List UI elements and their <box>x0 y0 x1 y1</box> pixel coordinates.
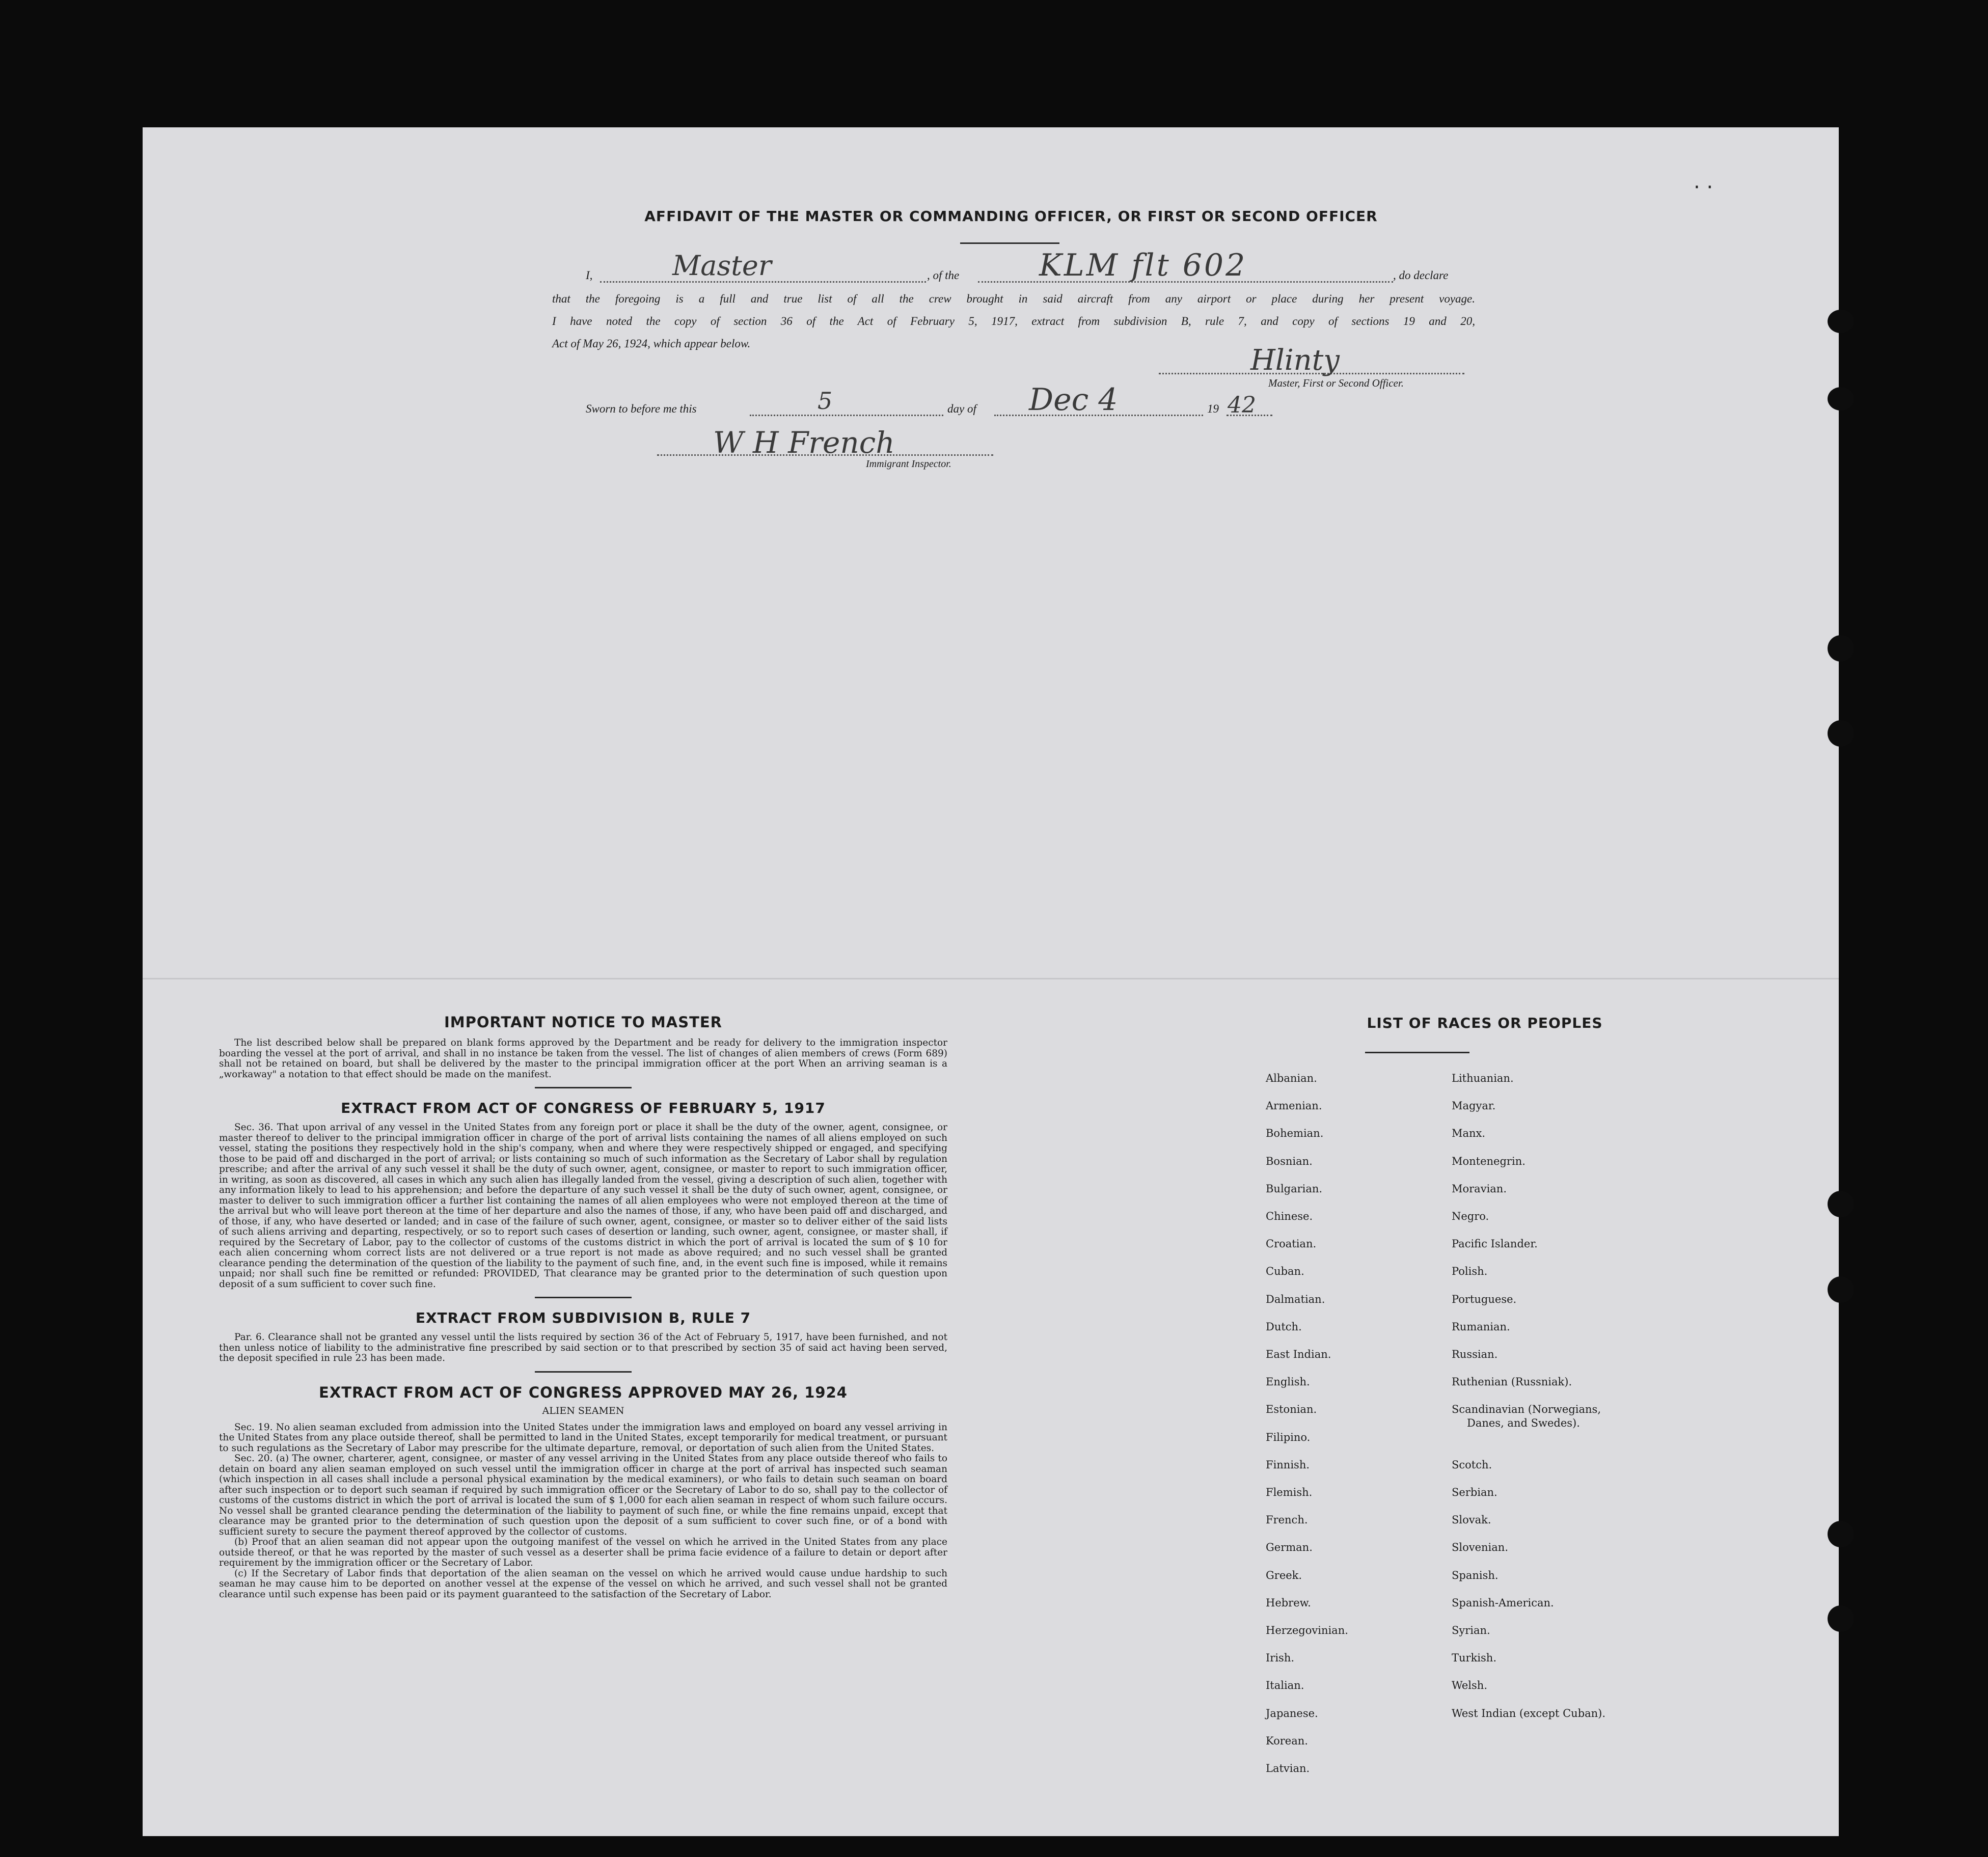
extract-1917-rule <box>535 1297 632 1298</box>
race-item: Bohemian. <box>1266 1127 1324 1140</box>
race-item: Flemish. <box>1266 1486 1313 1498</box>
race-item: Bulgarian. <box>1266 1182 1323 1195</box>
affidavit-i-label: I, <box>586 269 593 282</box>
race-item: Korean. <box>1266 1734 1308 1747</box>
race-item: Armenian. <box>1266 1100 1322 1112</box>
extract-1917-text: Sec. 36. That upon arrival of any vessel in the United States from any foreign port or place it shall be the duty of the owner, agent, consignee, or master thereof to deliver to the principal immigration officer in charge of the port of arrival lists containing the names of all aliens employed on such vessel, stating the positions they respectively hold in the ship's company, when and where they were respectively shipped or engaged, and specifying those to be paid off and discharged in the port of arrival; or lists containing so much of such information as the Secretary of Labor shall by regulation prescribe; and after the arrival of any such vessel it shall be the duty of such owner, agent, consignee, or master to report to such immigration officer, in writing, as soon as discovered, all cases in which any such alien has illegally landed from the vessel, giving a description of such alien, together with any information likely to lead to his apprehension; and before the departure of any such vessel it shall be the duty of such owner, agent, consignee, or master to deliver to such immigration officer a further list containing the names of all alien employees who were not employed thereon at the time of the arrival but who will leave port thereon at the time of her departure and also the names of those, if any, who have been paid off and discharged, and of those, if any, who have deserted or landed; and in case of the failure of such owner, agent, consignee, or master so to deliver either of the said lists of such aliens arriving and departing, respectively, or so to report such cases of desertion or landing, such owner, agent, consignee, or master shall, if required by the Secretary of Labor, pay to the collector of customs of the customs district in which the port of arrival is located the sum of $ 10 for each alien concerning whom correct lists are not delivered or a true report is not made as above required; and no such vessel shall be granted clearance pending the determination of the question of the liability to the payment of such fine, and, in the event such fine is imposed, while it remains unpaid; nor shall such fine be remitted or refunded: PROVIDED, That clearance may be granted prior to the determination of such question upon deposit of a sum sufficient to cover such fine. <box>219 1122 947 1290</box>
extract-rule7-rule <box>535 1371 632 1373</box>
race-item: Irish. <box>1266 1652 1295 1664</box>
handwritten-month: Dec 4 <box>1029 382 1118 418</box>
race-item: Italian. <box>1266 1679 1304 1692</box>
affidavit-title: AFFIDAVIT OF THE MASTER OR COMMANDING OFFICER, OR FIRST OR SECOND OFFICER <box>644 208 1378 225</box>
extract-1924-sec20c: (c) If the Secretary of Labor finds that deportation of the alien seaman on the vessel on which he arrived would cause undue hardship to such seaman he may cause him to be deported on another vessel at the expense of the vessel on which he arrived, and such vessel shall not be granted clearance until such expense has been paid or its payment guaranteed to the satisfaction of the Secretary of Labor. <box>219 1568 947 1600</box>
race-item: Dalmatian. <box>1266 1293 1325 1305</box>
sworn-prefix: Sworn to before me this <box>586 402 697 415</box>
race-item: Hebrew. <box>1266 1596 1311 1609</box>
race-item: Herzegovinian. <box>1266 1624 1348 1636</box>
extract-1924-sec20b: (b) Proof that an alien seaman did not appear upon the outgoing manifest of the vessel on which he arrived in the United States from any place outside thereof, or that he was reported by the master of such vessel as a deserter shall be prima facie evidence of a failure to detain or deport after requirement by the immigration officer or the Secretary of Labor. <box>219 1537 947 1568</box>
handwritten-master: Master <box>672 250 772 282</box>
race-item: Serbian. <box>1452 1486 1497 1498</box>
extract-1924-sec20a: Sec. 20. (a) The owner, charterer, agent, consignee, or master of any vessel arriving in the United States from any place outside thereof who fails to detain on board any alien seaman employed on such vessel until the immigration officer in charge at the port of arrival has inspected such seaman (which inspection in all cases shall include a personal physical examination by the medical examiners), or who fails to detain such seaman on board after such inspection or to deport such seaman if required by such immigration officer or the Secretary of Labor to do so, shall pay to the collector of customs of the customs district in which the port of arrival is located the sum of $ 1,000 for each alien seaman in respect of whom such failure occurs. No vessel shall be granted clearance pending the determination of the liability to payment of such fine, or while the fine remains unpaid, except that clearance may be granted prior to the determination of such question upon the deposit of a sum sufficient to cover such fine, or of a bond with sufficient surety to secure the payment thereof approved by the collector of customs. <box>219 1453 947 1537</box>
race-item: Ruthenian (Russniak). <box>1452 1376 1572 1388</box>
punch-hole <box>1828 1191 1854 1217</box>
race-item: Danes, and Swedes). <box>1467 1417 1580 1430</box>
race-item: Finnish. <box>1266 1458 1310 1471</box>
inspector-signature: W H French <box>713 425 895 460</box>
notice-text: The list described below shall be prepared on blank forms approved by the Department and be ready for delivery to the immigration inspector boarding the vessel at the port of arrival, and shall in no instance be taken from the vessel. The list of changes of alien members of crews (Form 689) shall not be retained on board, but shall be delivered by the master to the principal immigration officer at the port When an arriving seaman is a „workaway" a notation to that effect should be made on the manifest. <box>219 1037 947 1080</box>
race-item: Albanian. <box>1266 1072 1317 1084</box>
race-item: Manx. <box>1452 1127 1486 1140</box>
document-page <box>143 127 1839 1836</box>
race-item: Chinese. <box>1266 1210 1313 1222</box>
race-item: Cuban. <box>1266 1265 1304 1278</box>
races-title-rule <box>1365 1052 1469 1053</box>
extract-rule7-text: Par. 6. Clearance shall not be granted any vessel until the lists required by section 36 of the Act of February 5, 1917, have been furnished, and not then unless notice of liability to the administrative fine prescribed by said section or to that prescribed by section 35 of said act having been served, the deposit specified in rule 23 has been made. <box>219 1332 947 1363</box>
punch-hole <box>1828 1605 1854 1632</box>
punch-hole <box>1828 720 1854 747</box>
race-item: Slovenian. <box>1452 1541 1508 1554</box>
punch-hole <box>1828 1276 1854 1303</box>
race-item: Japanese. <box>1266 1707 1318 1719</box>
affidavit-body-line2: I have noted the copy of section 36 of the Act of February 5, 1917, extract from subdivision B, rule 7, and copy of sections 19 and 20, <box>552 315 1475 327</box>
race-item: Portuguese. <box>1452 1293 1517 1305</box>
affidavit-body-line1: that the foregoing is a full and true list of all the crew brought in said aircraft from any airport or place during her present voyage. <box>552 292 1475 305</box>
race-item: Estonian. <box>1266 1403 1317 1416</box>
race-item: Welsh. <box>1452 1679 1487 1692</box>
race-item: Dutch. <box>1266 1320 1302 1333</box>
extract-1924-sec19: Sec. 19. No alien seaman excluded from admission into the United States under the immigration laws and employed on board any vessel arriving in the United States from any place outside thereof, shall be permitted to land in the United States, except temporarily for medical treatment, or pursuant to such regulations as the Secretary of Labor may prescribe for the ultimate departure, removal, or deportation of such alien from the United States. <box>219 1422 947 1454</box>
race-item: Turkish. <box>1452 1652 1496 1664</box>
extract-1924-subtitle: ALIEN SEAMEN <box>542 1405 624 1416</box>
race-item: Lithuanian. <box>1452 1072 1514 1084</box>
race-item: Croatian. <box>1266 1238 1317 1250</box>
race-item: Rumanian. <box>1452 1320 1510 1333</box>
notice-title: IMPORTANT NOTICE TO MASTER <box>444 1014 723 1031</box>
affidavit-body-line3: Act of May 26, 1924, which appear below. <box>552 337 751 350</box>
races-title: LIST OF RACES OR PEOPLES <box>1367 1015 1603 1031</box>
race-item: Spanish. <box>1452 1569 1499 1581</box>
race-item: Moravian. <box>1452 1182 1507 1195</box>
race-item: Polish. <box>1452 1265 1488 1278</box>
paper-fold-line <box>143 978 1839 979</box>
punch-hole <box>1828 1521 1854 1547</box>
handwritten-vessel: KLM flt 602 <box>1039 248 1247 283</box>
race-item: East Indian. <box>1266 1348 1331 1360</box>
race-item: Magyar. <box>1452 1100 1496 1112</box>
race-item: English. <box>1266 1376 1310 1388</box>
race-item: Scotch. <box>1452 1458 1492 1471</box>
notices-column <box>219 1014 947 1600</box>
race-item: Spanish-American. <box>1452 1596 1554 1609</box>
affidavit-do-declare-label: , do declare <box>1393 269 1449 282</box>
race-item: Montenegrin. <box>1452 1155 1526 1167</box>
affidavit-title-rule <box>960 242 1059 244</box>
scan-mark: · · <box>1694 176 1713 199</box>
race-item: Russian. <box>1452 1348 1498 1360</box>
master-signature-caption: Master, First or Second Officer. <box>1268 377 1404 389</box>
punch-hole <box>1828 635 1854 662</box>
race-item: Bosnian. <box>1266 1155 1313 1167</box>
notice-rule <box>535 1087 632 1088</box>
affidavit-of-the-label: , of the <box>927 269 960 282</box>
handwritten-year: 42 <box>1228 392 1256 418</box>
sworn-day-line <box>750 415 943 416</box>
punch-hole <box>1828 310 1854 333</box>
race-item: Negro. <box>1452 1210 1489 1222</box>
race-item: Greek. <box>1266 1569 1302 1581</box>
inspector-caption: Immigrant Inspector. <box>866 458 951 470</box>
master-signature: Hlinty <box>1250 344 1340 377</box>
race-item: Slovak. <box>1452 1514 1491 1526</box>
extract-1924-title: EXTRACT FROM ACT OF CONGRESS APPROVED MAY 26, 1924 <box>319 1383 848 1401</box>
race-item: French. <box>1266 1514 1308 1526</box>
extract-1917-title: EXTRACT FROM ACT OF CONGRESS OF FEBRUARY 5, 1917 <box>341 1100 826 1116</box>
race-item: Scandinavian (Norwegians, <box>1452 1403 1601 1416</box>
race-item: Syrian. <box>1452 1624 1490 1636</box>
race-item: Latvian. <box>1266 1762 1310 1774</box>
sworn-year-prefix: 19 <box>1207 402 1219 415</box>
race-item: Pacific Islander. <box>1452 1238 1538 1250</box>
punch-hole <box>1828 387 1854 411</box>
race-item: German. <box>1266 1541 1313 1554</box>
race-item: Filipino. <box>1266 1431 1311 1443</box>
sworn-day-label: day of <box>947 402 976 415</box>
race-item: West Indian (except Cuban). <box>1452 1707 1606 1719</box>
handwritten-day: 5 <box>818 387 833 415</box>
extract-rule7-title: EXTRACT FROM SUBDIVISION B, RULE 7 <box>415 1309 751 1326</box>
